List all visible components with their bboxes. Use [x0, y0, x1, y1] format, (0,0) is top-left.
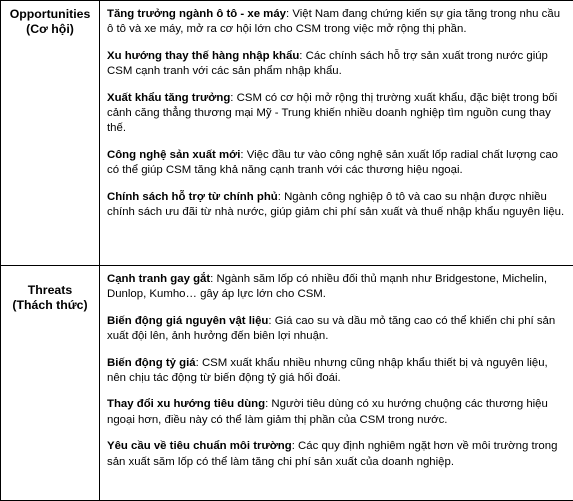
threat-item-title: Biến động giá nguyên vật liệu — [107, 315, 268, 327]
opportunities-label-vi: (Cơ hội) — [1, 22, 99, 37]
threats-label-en: Threats — [1, 283, 99, 298]
threat-item-text: : Người tiêu dùng có xu hướng chuộng các thương hiệu ngoại hơn, điều này có thể làm giảm thị phần của CSM trong nước. — [107, 398, 548, 425]
opportunity-item-text: : Các chính sách hỗ trợ sản xuất trong nước giúp CSM cạnh tranh với các sản phẩm nhập khẩu. — [107, 50, 548, 77]
opportunity-item — [107, 7, 565, 38]
threat-item — [107, 439, 565, 470]
opportunities-label-cell — [1, 1, 100, 266]
threat-item-text: : CSM xuất khẩu nhiều nhưng cũng nhập khẩu thiết bị và nguyên liệu, nên chịu tác động từ biến động tỷ giá hối đoái. — [107, 357, 548, 384]
threats-list — [100, 266, 573, 470]
threat-item-text: : Các quy định nghiêm ngặt hơn về môi trường trong sản xuất săm lốp có thể làm tăng chi phí sản xuất của doanh nghiệp. — [107, 440, 557, 467]
opportunity-item-text: : CSM có cơ hội mở rộng thị trường xuất khẩu, đặc biệt trong bối cảnh căng thẳng thương mại Mỹ - Trung khiến nhiều doanh nghiệp tìm nguồn cung thay thế. — [107, 92, 557, 135]
opportunity-item — [107, 49, 565, 80]
threat-item — [107, 314, 565, 345]
threat-item — [107, 356, 565, 387]
opportunities-row — [1, 1, 573, 266]
threat-item-title: Thay đổi xu hướng tiêu dùng — [107, 398, 265, 410]
threat-item-title: Biến động tỷ giá — [107, 357, 196, 369]
opportunity-item-text: : Ngành công nghiệp ô tô và cao su nhận được nhiều chính sách ưu đãi từ nhà nước, giúp giảm chi phí sản xuất và thuế nhập khẩu nguyên liệu. — [107, 191, 564, 218]
threat-item-text: : Ngành săm lốp có nhiều đối thủ mạnh như Bridgestone, Michelin, Dunlop, Kumho… gây áp lực lớn cho CSM. — [107, 273, 547, 300]
opportunity-item — [107, 190, 565, 221]
opportunities-label-en: Opportunities — [1, 7, 99, 22]
threats-label-cell — [1, 266, 100, 501]
opportunity-item-text: : Việc đầu tư vào công nghệ sản xuất lốp radial chất lượng cao có thể giúp CSM tăng khả năng cạnh tranh với các thương hiệu ngoại. — [107, 149, 558, 176]
opportunity-item-title: Công nghệ sản xuất mới — [107, 149, 240, 161]
threat-item-title: Yêu cầu về tiêu chuẩn môi trường — [107, 440, 292, 452]
opportunities-list — [100, 1, 573, 220]
threat-item — [107, 397, 565, 428]
opportunity-item-title: Xuất khẩu tăng trưởng — [107, 92, 230, 104]
threat-item — [107, 272, 565, 303]
threats-row — [1, 266, 573, 501]
threat-item-title: Cạnh tranh gay gắt — [107, 273, 210, 285]
threats-label-vi: (Thách thức) — [1, 298, 99, 313]
opportunity-item-text: : Việt Nam đang chứng kiến sự gia tăng trong nhu cầu ô tô và xe máy, mở ra cơ hội lớn cho CSM trong việc mở rộng thị phần. — [107, 8, 560, 35]
opportunity-item — [107, 148, 565, 179]
opportunity-item-title: Xu hướng thay thế hàng nhập khẩu — [107, 50, 299, 62]
opportunities-label — [1, 1, 99, 37]
opportunity-item-title: Chính sách hỗ trợ từ chính phủ — [107, 191, 278, 203]
threats-content-cell — [100, 266, 573, 501]
opportunity-item-title: Tăng trưởng ngành ô tô - xe máy — [107, 8, 286, 20]
opportunities-content-cell — [100, 1, 573, 266]
opportunity-item — [107, 91, 565, 137]
threats-label — [1, 266, 99, 313]
threat-item-text: : Giá cao su và dầu mỏ tăng cao có thể khiến chi phí sản xuất đội lên, ảnh hưởng đến biên lợi nhuận. — [107, 315, 555, 342]
